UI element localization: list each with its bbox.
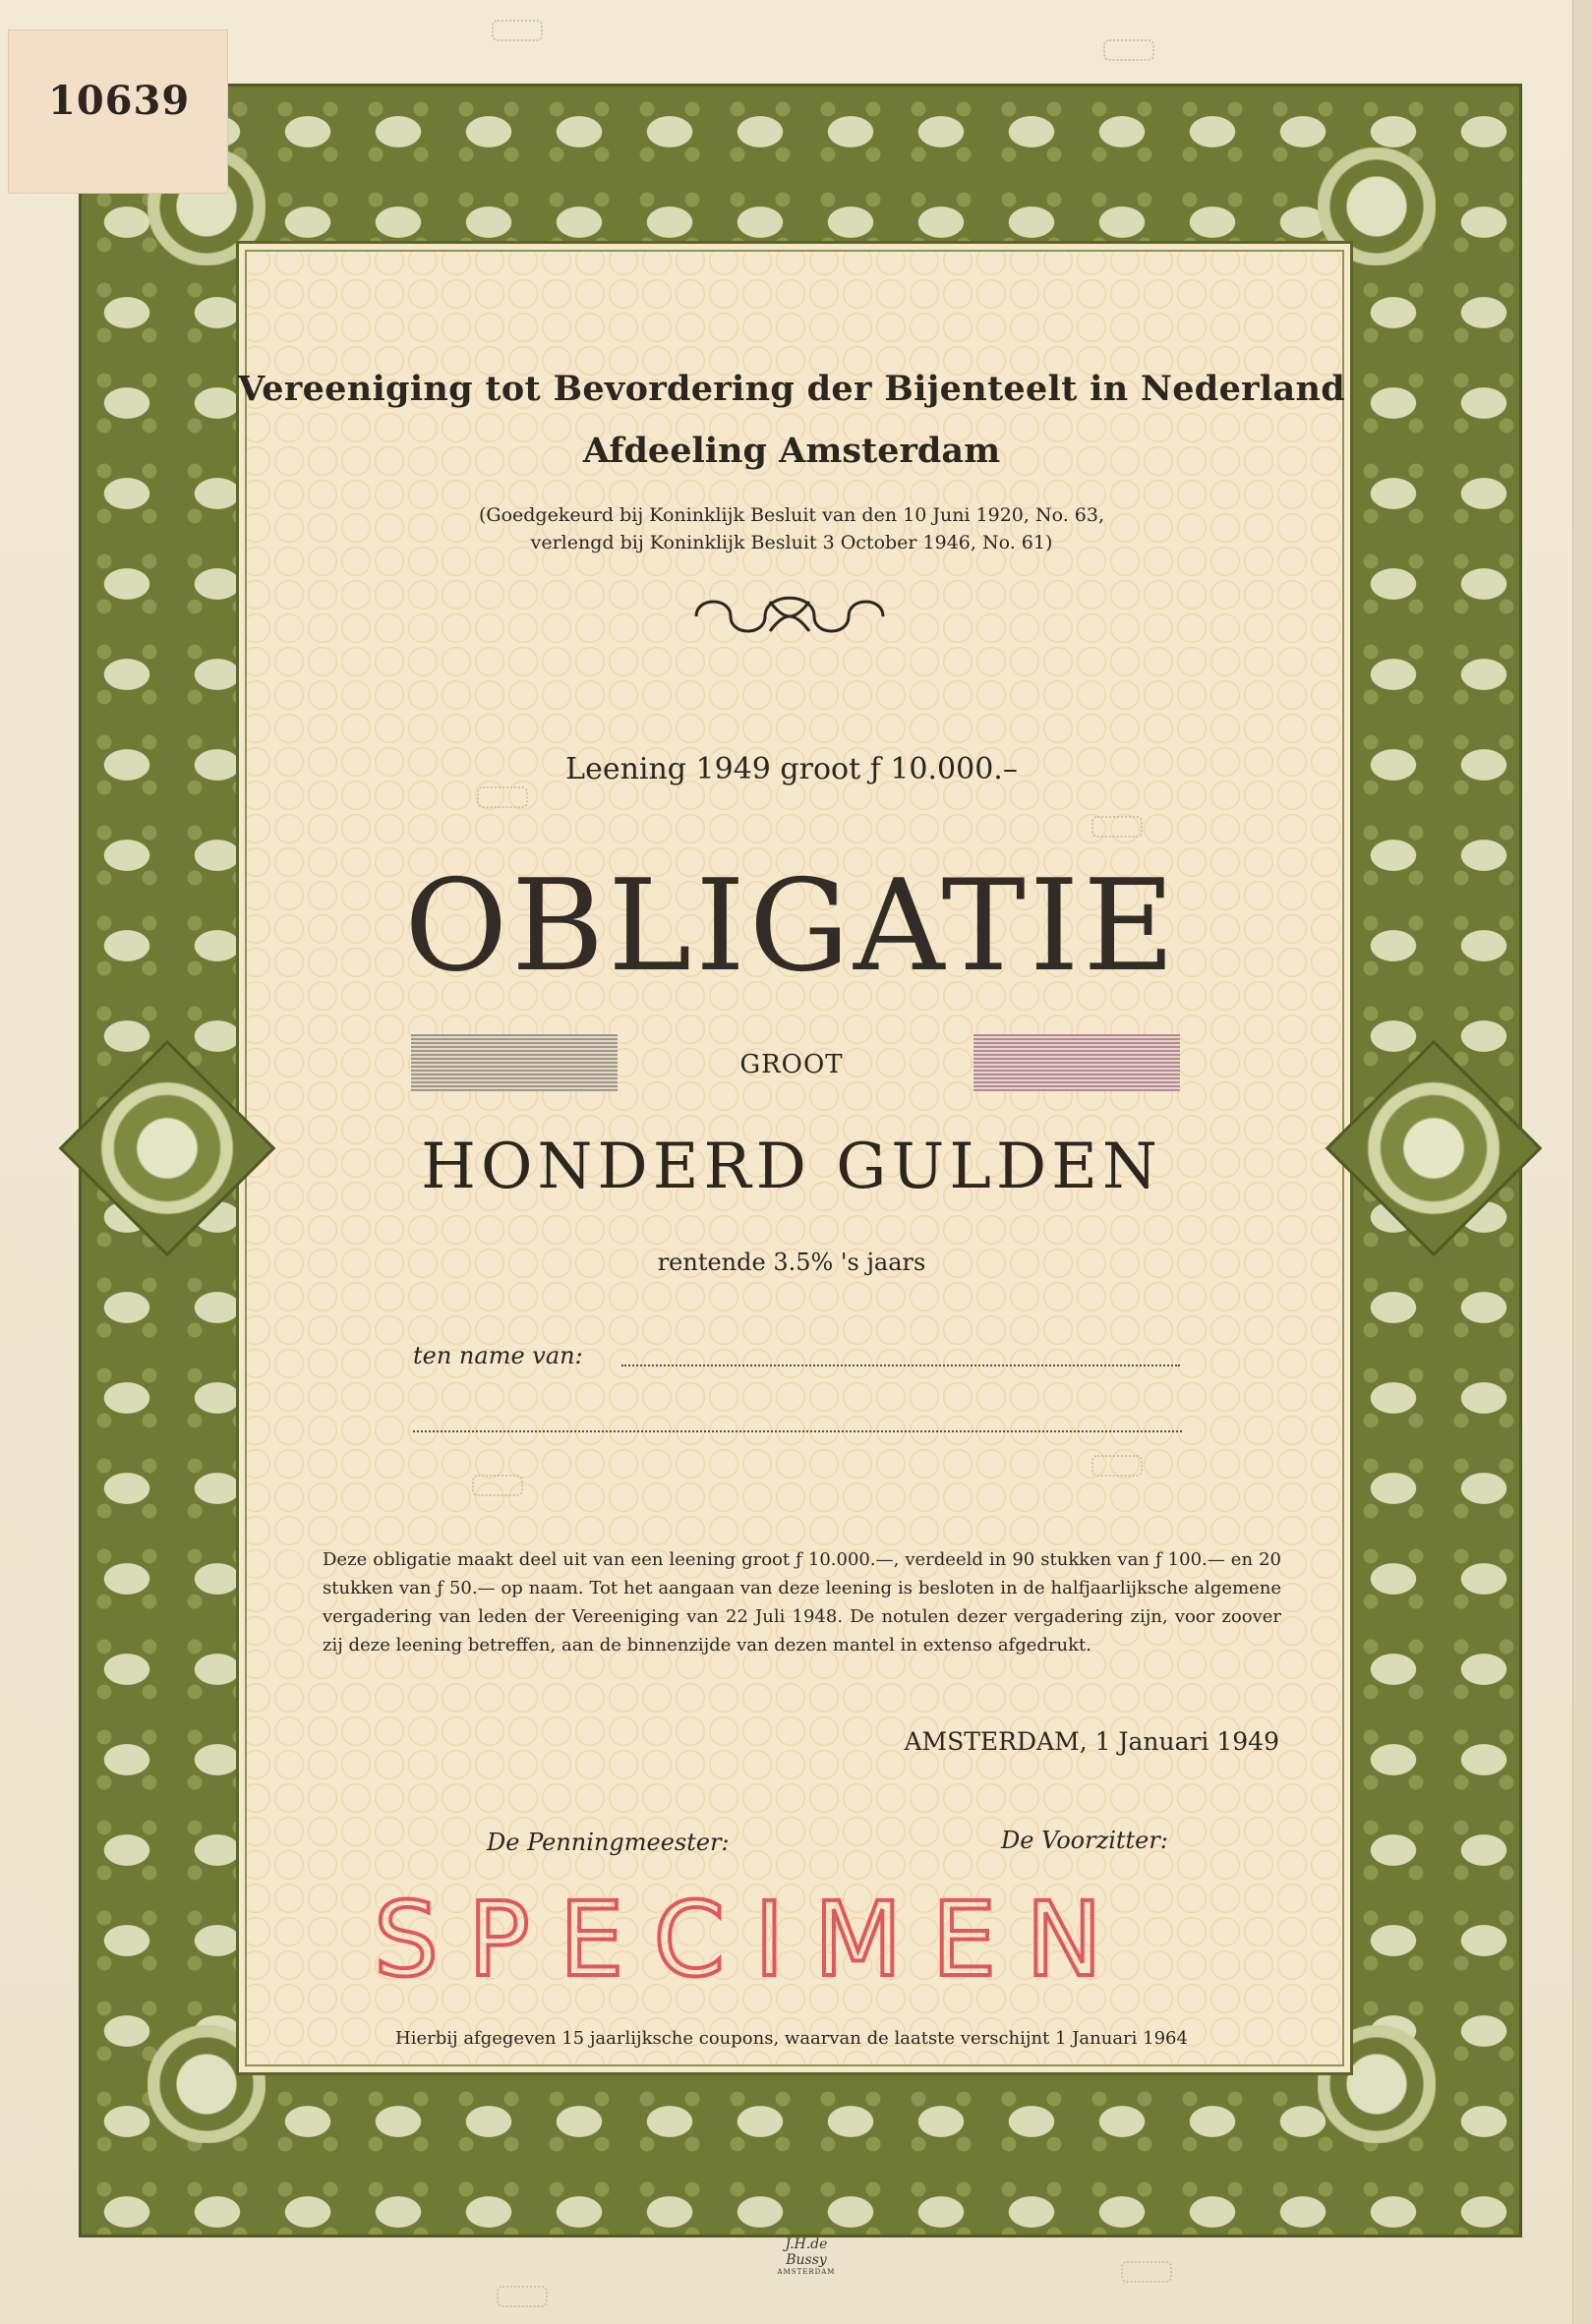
- groot-label: GROOT: [739, 1050, 844, 1079]
- document-title: OBLIGATIE: [404, 853, 1179, 1000]
- organization-title: Vereeniging tot Bevordering der Bijenteelt in Nederland: [238, 369, 1345, 409]
- flourish-ornament: [686, 582, 893, 651]
- face-value: HONDERD GULDEN: [421, 1131, 1162, 1203]
- perforation-mark: [1121, 2261, 1172, 2283]
- holder-name-line-2: [413, 1430, 1182, 1432]
- specimen-stamp: SPECIMEN: [374, 1880, 1132, 2000]
- coupons-note: Hierbij afgegeven 15 jaarlijksche coupons, waarvan de laatste verschijnt 1 Januari 1964: [395, 2028, 1188, 2049]
- serial-number-tab: [8, 29, 228, 194]
- holder-name-label: ten name van:: [413, 1342, 583, 1369]
- chairman-signature-label: De Voorzitter:: [1001, 1827, 1168, 1854]
- organization-subtitle: Afdeeling Amsterdam: [582, 431, 1001, 471]
- perforation-mark: [492, 20, 543, 41]
- perforation-mark: [1091, 816, 1143, 838]
- loan-amount-line: Leening 1949 groot ƒ 10.000.–: [565, 752, 1018, 786]
- printer-city: AMSTERDAM: [777, 2268, 836, 2276]
- terms-paragraph: Deze obligatie maakt deel uit van een leening groot ƒ 10.000.—, verdeeld in 90 stukken van ƒ 100.— en 20 stukken van ƒ 50.— op naam. Tot het aangaan van deze leening is besloten in de halfjaarlijksche algemene vergadering van leden der Vereeniging van 22 Juli 1948. De notulen dezer vergadering zijn, voor zoover zij deze leening betreffen, aan de binnenzijde van dezen mantel in extenso afgedrukt.: [323, 1549, 1281, 1656]
- place-and-date: AMSTERDAM, 1 Januari 1949: [904, 1727, 1279, 1756]
- holder-name-line-1: [621, 1365, 1180, 1366]
- perforation-mark: [472, 1475, 523, 1496]
- printer-imprint: [767, 2237, 846, 2276]
- approval-line-2: verlengd bij Koninklijk Besluit 3 October 1946, No. 61): [530, 532, 1053, 553]
- perforation-mark: [1103, 39, 1154, 61]
- serial-number: 10639: [48, 78, 191, 124]
- approval-line-1: (Goedgekeurd bij Koninklijk Besluit van den 10 Juni 1920, No. 63,: [479, 504, 1104, 526]
- approval-note: [236, 501, 1347, 556]
- perforation-mark: [1091, 1455, 1143, 1477]
- treasurer-signature-label: De Penningmeester:: [487, 1829, 730, 1856]
- printer-name: J.H.de Bussy: [785, 2237, 828, 2268]
- interest-rate: rentende 3.5% 's jaars: [657, 1249, 926, 1276]
- perforation-mark: [497, 2286, 548, 2307]
- paper-edge: [1572, 0, 1592, 2324]
- perforation-mark: [477, 786, 528, 808]
